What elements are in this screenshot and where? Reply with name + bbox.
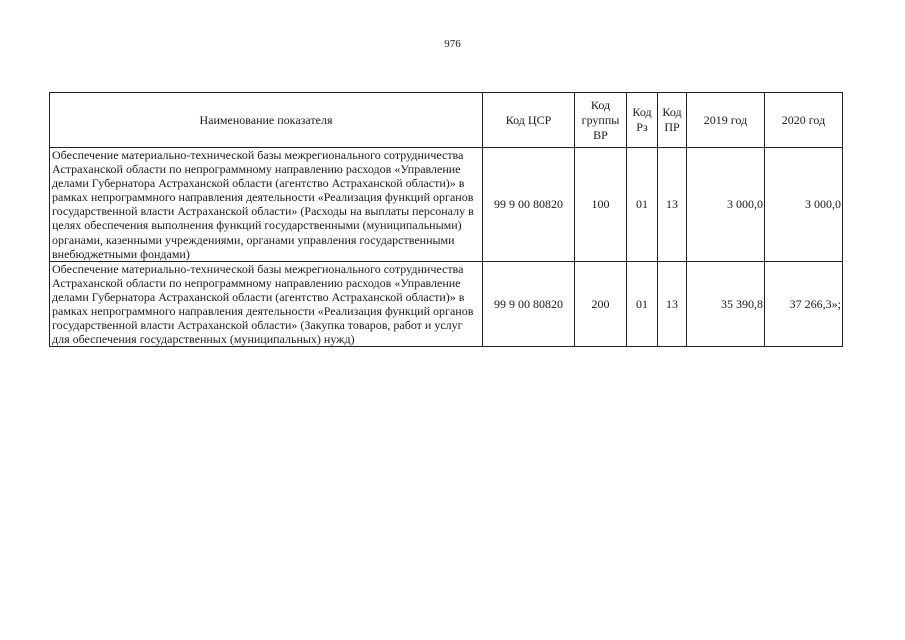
row-vr: 200: [575, 261, 627, 347]
row-name: Обеспечение материально-технической базы межрегионального сотрудничества Астраханской области по непрограммному направлению расходов «Управление делами Губернатора Астраханской области (агентство Астраханской области)» в рамках непрограммного направления деятельности «Реализация функций органов государственной власти Астраханской области» (Закупка товаров, работ и услуг для обеспечения государственных (муниципальных) нужд): [50, 261, 483, 347]
row-2020: 3 000,0: [765, 148, 843, 262]
header-pr: Код ПР: [658, 93, 687, 148]
table-row: [50, 148, 843, 262]
header-rz: Код Рз: [627, 93, 658, 148]
row-pr: 13: [658, 148, 687, 262]
row-vr: 100: [575, 148, 627, 262]
row-name: Обеспечение материально-технической базы межрегионального сотрудничества Астраханской области по непрограммному направлению расходов «Управление делами Губернатора Астраханской области (агентство Астраханской области)» в рамках непрограммного направления деятельности «Реализация функций органов государственной власти Астраханской области» (Расходы на выплаты персоналу в целях обеспечения выполнения функций государственными (муниципальными) органами, казенными учреждениями, органами управления государственными внебюджетными фондами): [50, 148, 483, 262]
header-2019: 2019 год: [687, 93, 765, 148]
table-header-row: [50, 93, 843, 148]
row-2019: 35 390,8: [687, 261, 765, 347]
header-2020: 2020 год: [765, 93, 843, 148]
page-number: 976: [444, 38, 461, 50]
row-rz: 01: [627, 261, 658, 347]
header-csr: Код ЦСР: [483, 93, 575, 148]
header-vr: Код группы ВР: [575, 93, 627, 148]
header-name: Наименование показателя: [50, 93, 483, 148]
row-csr: 99 9 00 80820: [483, 261, 575, 347]
row-2020: 37 266,3»;: [765, 261, 843, 347]
row-csr: 99 9 00 80820: [483, 148, 575, 262]
row-rz: 01: [627, 148, 658, 262]
row-2019: 3 000,0: [687, 148, 765, 262]
row-pr: 13: [658, 261, 687, 347]
budget-table: [49, 92, 843, 347]
table-row: [50, 261, 843, 347]
